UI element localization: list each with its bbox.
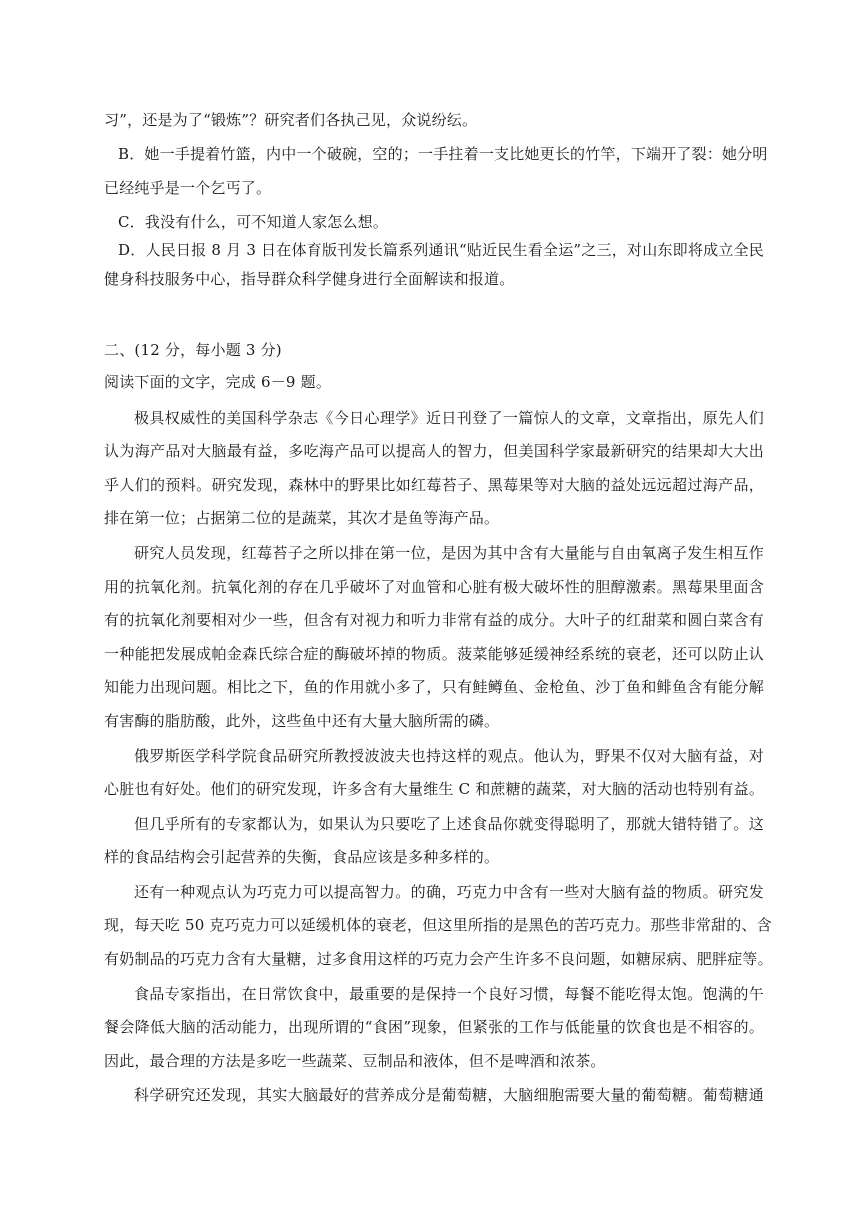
paragraph-line: 餐会降低大脑的活动能力，出现所谓的“食困”现象，但紧张的工作与低能量的饮食也是不相容的。 xyxy=(104,1018,764,1036)
paragraph-line: 有奶制品的巧克力含有大量糖，过多食用这样的巧克力会产生许多不良问题，如糖尿病、肥胖症等。 xyxy=(104,950,773,968)
paragraph-line: 科学研究还发现，其实大脑最好的营养成分是葡萄糖，大脑细胞需要大量的葡萄糖。葡萄糖通 xyxy=(134,1086,764,1104)
paragraph-line: 但几乎所有的专家都认为，如果认为只要吃了上述食品你就变得聪明了，那就大错特错了。这 xyxy=(134,815,764,833)
paragraph-line: 因此，最合理的方法是多吃一些蔬菜、豆制品和液体，但不是啤酒和浓茶。 xyxy=(104,1052,606,1070)
paragraph-line: 乎人们的预料。研究发现，森林中的野果比如红莓苔子、黑莓果等对大脑的益处远远超过海产品， xyxy=(104,476,764,494)
section-heading: 二、(12 分，每小题 3 分) xyxy=(104,341,282,359)
text-line: 健身科技服务中心，指导群众科学健身进行全面解读和报道。 xyxy=(104,270,515,288)
text-line: 已经纯乎是一个乞丐了。 xyxy=(104,179,272,197)
paragraph-line: 知能力出现问题。相比之下，鱼的作用就小多了，只有鲑鳟鱼、金枪鱼、沙丁鱼和鲱鱼含有能分解 xyxy=(104,678,764,696)
paragraph-line: 用的抗氧化剂。抗氧化剂的存在几乎破坏了对血管和心脏有极大破坏性的胆醇激素。黑莓果里面含 xyxy=(104,578,764,596)
paragraph-line: 样的食品结构会引起营养的失衡，食品应该是多种多样的。 xyxy=(104,848,500,866)
paragraph-line: 研究人员发现，红莓苔子之所以排在第一位，是因为其中含有大量能与自由氧离子发生相互作 xyxy=(134,544,764,562)
paragraph-line: 俄罗斯医学科学院食品研究所教授波波夫也持这样的观点。他认为，野果不仅对大脑有益，对 xyxy=(134,747,764,765)
paragraph-line: 还有一种观点认为巧克力可以提高智力。的确，巧克力中含有一些对大脑有益的物质。研究发 xyxy=(134,883,764,901)
instruction-line: 阅读下面的文字，完成 6－9 题。 xyxy=(104,373,332,391)
option-b-line: B．她一手提着竹篮，内中一个破碗，空的；一手拄着一支比她更长的竹竿，下端开了裂：她分明 xyxy=(118,145,768,163)
paragraph-line: 有害酶的脂肪酸，此外，这些鱼中还有大量大脑所需的磷。 xyxy=(104,712,500,730)
paragraph-line: 认为海产品对大脑最有益，多吃海产品可以提高人的智力，但美国科学家最新研究的结果却大大出 xyxy=(104,442,764,460)
paragraph-line: 现，每天吃 50 克巧克力可以延缓机体的衰老，但这里所指的是黑色的苦巧克力。那些非常甜的、含 xyxy=(104,916,772,934)
paragraph-line: 一种能把发展成帕金森氏综合症的酶破坏掉的物质。菠菜能够延缓神经系统的衰老，还可以防止认 xyxy=(104,645,764,663)
paragraph-line: 心脏也有好处。他们的研究发现，许多含有大量维生 C 和蔗糖的蔬菜，对大脑的活动也特别有益。 xyxy=(104,780,765,798)
option-d-line: D．人民日报 8 月 3 日在体育版刊发长篇系列通讯“贴近民生看全运”之三，对山东即将成立全民 xyxy=(118,241,764,259)
text-line: 习”，还是为了“锻炼”？研究者们各执己见，众说纷纭。 xyxy=(104,111,478,129)
paragraph-line: 食品专家指出，在日常饮食中，最重要的是保持一个良好习惯，每餐不能吃得太饱。饱满的午 xyxy=(134,985,764,1003)
option-c-line: C．我没有什么，可不知道人家怎么想。 xyxy=(118,213,389,231)
paragraph-line: 有的抗氧化剂要相对少一些，但含有对视力和听力非常有益的成分。大叶子的红甜菜和圆白菜含有 xyxy=(104,611,764,629)
paragraph-line: 排在第一位；占据第二位的是蔬菜，其次才是鱼等海产品。 xyxy=(104,509,500,527)
paragraph-line: 极具权威性的美国科学杂志《今日心理学》近日刊登了一篇惊人的文章，文章指出，原先人们 xyxy=(134,409,764,427)
